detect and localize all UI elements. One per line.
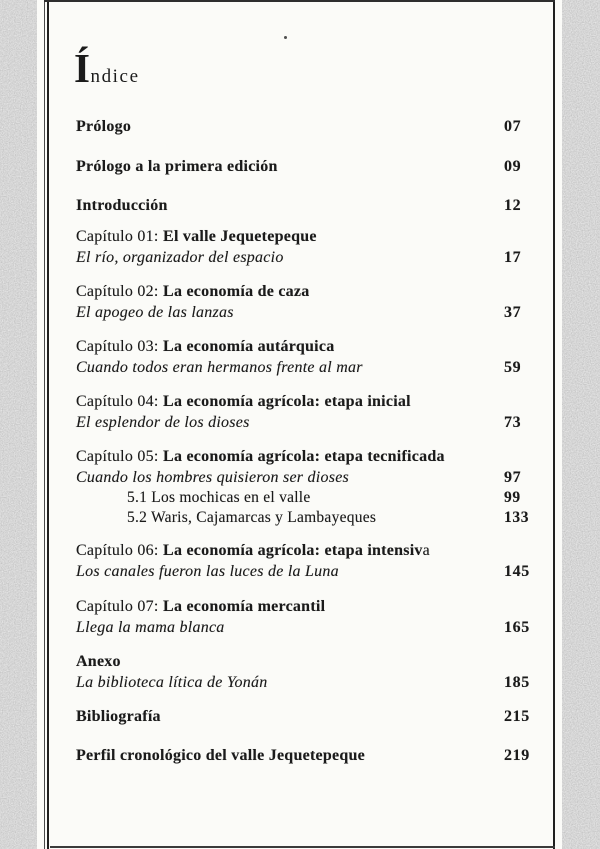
page-number: 219 bbox=[504, 747, 530, 764]
entry-label: Introducción bbox=[76, 197, 168, 214]
page-title bbox=[74, 44, 140, 92]
page-title-rest: ndice bbox=[90, 66, 140, 87]
entry-label: Prólogo a la primera edición bbox=[76, 158, 278, 175]
page-number: 133 bbox=[504, 508, 530, 526]
frame-rule-top bbox=[44, 0, 555, 2]
chapter-subtitle: El apogeo de las lanzas bbox=[76, 304, 234, 321]
toc-subentry-5-2 bbox=[76, 508, 536, 528]
toc-entry-introduccion bbox=[76, 195, 536, 216]
chapter-title: La economía autárquica bbox=[163, 338, 335, 355]
chapter-title: La economía agrícola: etapa inicial bbox=[163, 393, 411, 410]
page-number: 97 bbox=[504, 469, 522, 486]
subsection-label: 5.1 Los mochicas en el valle bbox=[127, 489, 311, 506]
page-number: 215 bbox=[504, 708, 530, 725]
chapter-title: El valle Jequetepeque bbox=[163, 228, 317, 245]
page-title-initial: Í bbox=[74, 45, 91, 91]
page-number: 99 bbox=[504, 489, 521, 506]
chapter-number: Capítulo 03: bbox=[76, 338, 159, 355]
entry-label: Perfil cronológico del valle Jequetepeque bbox=[76, 747, 366, 764]
toc-entry-anexo bbox=[76, 651, 536, 693]
left-fabric-texture bbox=[0, 0, 37, 849]
frame-rule-right bbox=[553, 0, 555, 849]
page-number: 145 bbox=[504, 563, 530, 580]
scan-speck-artifact bbox=[284, 36, 287, 39]
toc-entry-capitulo-06 bbox=[76, 540, 536, 582]
chapter-subtitle: Llega la mama blanca bbox=[76, 619, 225, 636]
entry-label: Bibliografía bbox=[76, 708, 161, 725]
toc-entry-capitulo-02 bbox=[76, 281, 536, 323]
toc-entry-capitulo-03 bbox=[76, 336, 536, 378]
chapter-title: La economía de caza bbox=[163, 283, 310, 300]
entry-label: Anexo bbox=[76, 653, 121, 670]
page-number: 07 bbox=[504, 118, 522, 135]
chapter-subtitle: El río, organizador del espacio bbox=[76, 249, 284, 266]
frame-rule-bottom bbox=[50, 846, 555, 848]
page-number: 17 bbox=[504, 249, 522, 266]
toc-subentry-5-1 bbox=[76, 488, 536, 508]
frame-rule-left-outer bbox=[44, 0, 45, 849]
chapter-title-tail: a bbox=[422, 542, 431, 559]
toc-entry-capitulo-07 bbox=[76, 596, 536, 638]
chapter-subtitle: Cuando los hombres quisieron ser dioses bbox=[76, 469, 350, 486]
right-fabric-texture bbox=[562, 0, 600, 849]
chapter-number: Capítulo 06: bbox=[76, 542, 159, 559]
entry-label: Prólogo bbox=[76, 118, 132, 135]
toc-entry-capitulo-05 bbox=[76, 446, 536, 527]
chapter-number: Capítulo 07: bbox=[76, 598, 159, 615]
chapter-title: La economía mercantil bbox=[163, 598, 326, 615]
chapter-subtitle: Cuando todos eran hermanos frente al mar bbox=[76, 359, 363, 376]
chapter-subtitle: El esplendor de los dioses bbox=[76, 414, 250, 431]
toc-entry-bibliografia bbox=[76, 706, 536, 727]
page-number: 09 bbox=[504, 158, 522, 175]
chapter-subtitle: Los canales fueron las luces de la Luna bbox=[76, 563, 339, 580]
frame-rule-left-inner bbox=[47, 0, 49, 849]
toc-entry-prologo-primera-edicion bbox=[76, 156, 536, 177]
chapter-number: Capítulo 05: bbox=[76, 448, 159, 465]
page-number: 37 bbox=[504, 304, 522, 321]
entry-subtitle: La biblioteca lítica de Yonán bbox=[76, 674, 268, 691]
page-number: 12 bbox=[504, 197, 522, 214]
chapter-title: La economía agrícola: etapa intensiv bbox=[163, 542, 423, 559]
subsection-label: 5.2 Waris, Cajamarcas y Lambayeques bbox=[127, 508, 377, 526]
chapter-title: La economía agrícola: etapa tecnificada bbox=[163, 448, 445, 465]
page-number: 59 bbox=[504, 359, 522, 376]
toc-entry-perfil-cronologico bbox=[76, 745, 536, 766]
page-number: 185 bbox=[504, 674, 530, 691]
chapter-number: Capítulo 04: bbox=[76, 393, 159, 410]
toc-entry-prologo bbox=[76, 116, 536, 137]
chapter-number: Capítulo 02: bbox=[76, 283, 159, 300]
page-number: 165 bbox=[504, 619, 530, 636]
toc-entry-capitulo-04 bbox=[76, 391, 536, 433]
toc-entry-capitulo-01 bbox=[76, 226, 536, 268]
page-number: 73 bbox=[504, 414, 522, 431]
chapter-number: Capítulo 01: bbox=[76, 228, 159, 245]
